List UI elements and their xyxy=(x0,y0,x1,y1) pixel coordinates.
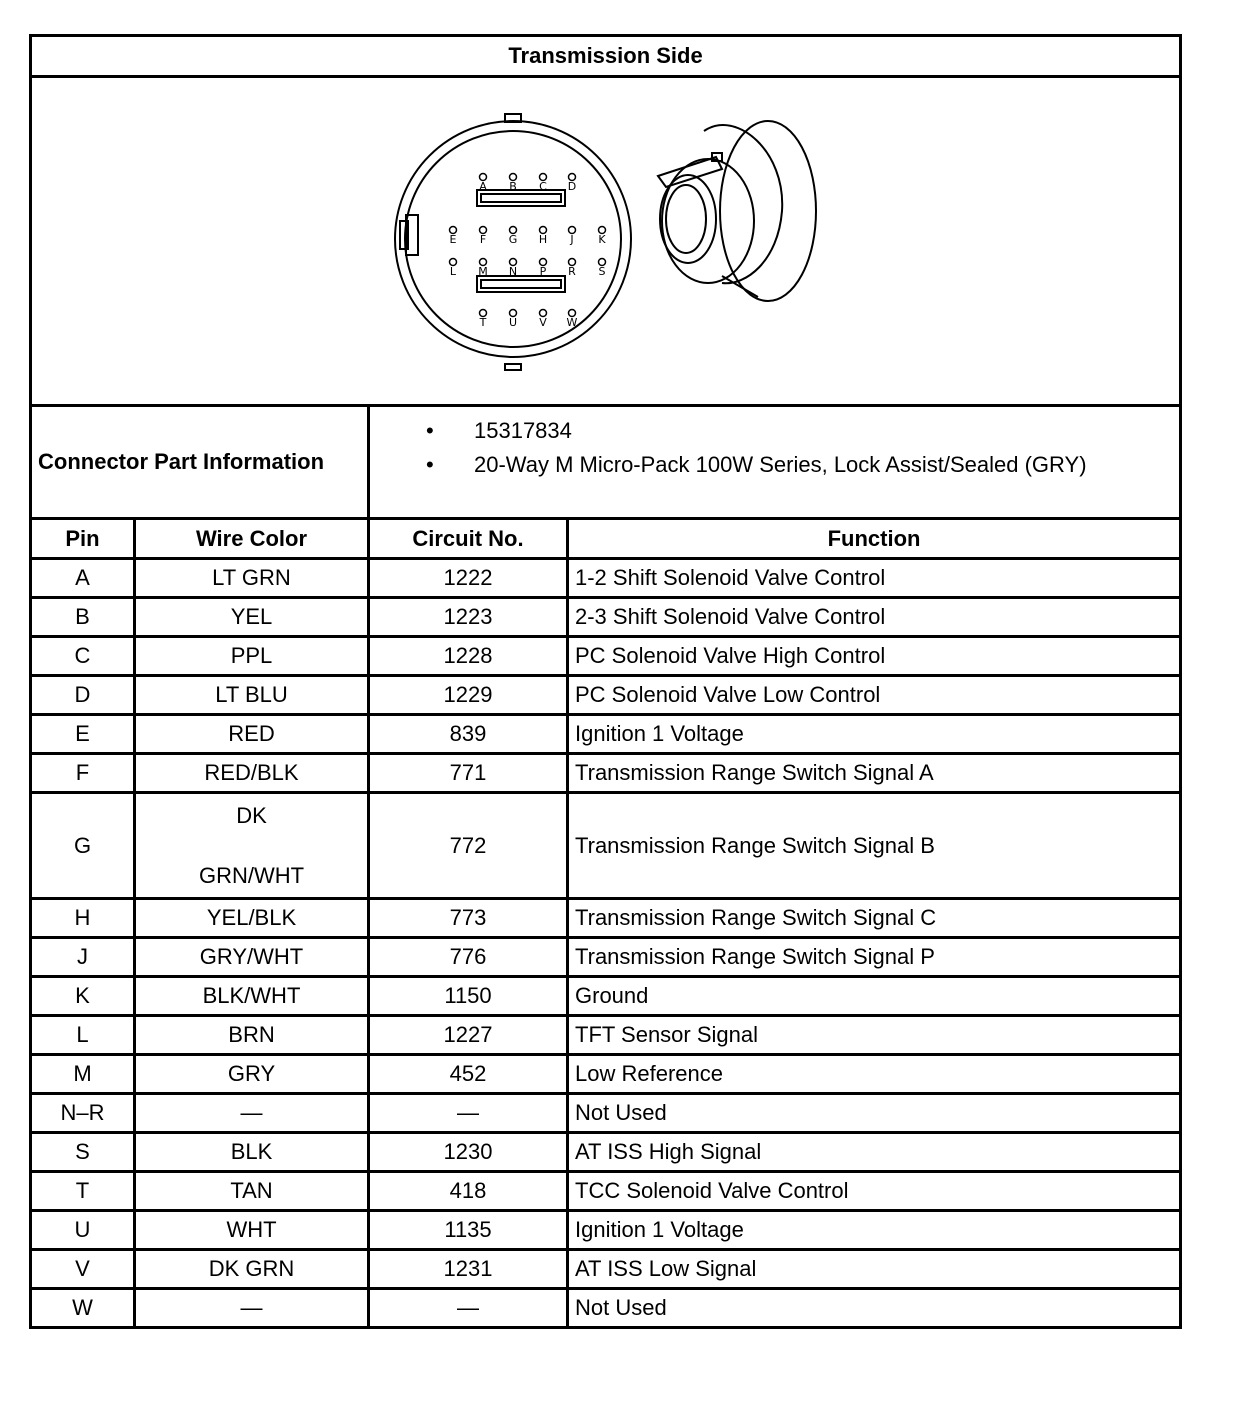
part-description: 20-Way M Micro-Pack 100W Series, Lock Assist/Sealed (GRY) xyxy=(474,452,1087,477)
connector-pins xyxy=(449,174,606,330)
circuit-cell: 1227 xyxy=(369,1016,568,1055)
col-header-wire-color: Wire Color xyxy=(135,519,369,559)
connector-figure xyxy=(31,77,1181,406)
circuit-cell: 772 xyxy=(369,793,568,899)
table-row xyxy=(31,1094,1181,1133)
pin-label-u: U xyxy=(508,316,517,329)
function-cell: Transmission Range Switch Signal A xyxy=(568,754,1181,793)
table-row xyxy=(31,598,1181,637)
function-cell: 2-3 Shift Solenoid Valve Control xyxy=(568,598,1181,637)
pin-cell: J xyxy=(31,938,135,977)
pin-label-a: A xyxy=(478,180,487,193)
wire-color-cell: GRY/WHT xyxy=(135,938,369,977)
pin-cell: F xyxy=(31,754,135,793)
wire-color-cell: TAN xyxy=(135,1172,369,1211)
wire-color-cell: RED/BLK xyxy=(135,754,369,793)
wire-color-cell: YEL xyxy=(135,598,369,637)
function-cell: TFT Sensor Signal xyxy=(568,1016,1181,1055)
pin-cell: C xyxy=(31,637,135,676)
table-row xyxy=(31,1289,1181,1328)
pin-cell: D xyxy=(31,676,135,715)
table-row xyxy=(31,1172,1181,1211)
wire-color-cell: WHT xyxy=(135,1211,369,1250)
table-row xyxy=(31,1250,1181,1289)
pin-cell: S xyxy=(31,1133,135,1172)
pin-label-j: J xyxy=(569,233,574,246)
table-row xyxy=(31,637,1181,676)
table-row xyxy=(31,1211,1181,1250)
table-row xyxy=(31,1133,1181,1172)
table-row xyxy=(31,1016,1181,1055)
pin-label-l: L xyxy=(449,265,456,278)
bullet-icon: • xyxy=(426,418,434,443)
table-row xyxy=(31,977,1181,1016)
circuit-cell: 1229 xyxy=(369,676,568,715)
circuit-cell: 1223 xyxy=(369,598,568,637)
wire-color-cell: RED xyxy=(135,715,369,754)
function-cell: Ignition 1 Voltage xyxy=(568,715,1181,754)
circuit-cell: — xyxy=(369,1094,568,1133)
function-cell: AT ISS Low Signal xyxy=(568,1250,1181,1289)
function-cell: PC Solenoid Valve Low Control xyxy=(568,676,1181,715)
pin-cell: H xyxy=(31,899,135,938)
col-header-pin: Pin xyxy=(31,519,135,559)
circuit-cell: 452 xyxy=(369,1055,568,1094)
pin-cell: K xyxy=(31,977,135,1016)
wire-color-line-1: DK xyxy=(236,802,267,828)
pin-label-k: K xyxy=(597,233,606,246)
circuit-cell: 1228 xyxy=(369,637,568,676)
pin-label-f: F xyxy=(479,233,486,246)
connector-part-info-label: Connector Part Information xyxy=(31,406,369,519)
wire-color-cell: BLK/WHT xyxy=(135,977,369,1016)
function-cell: Ground xyxy=(568,977,1181,1016)
pin-label-h: H xyxy=(538,233,547,246)
col-header-circuit-no: Circuit No. xyxy=(369,519,568,559)
circuit-cell: 776 xyxy=(369,938,568,977)
pin-label-c: C xyxy=(538,180,547,193)
circuit-cell: — xyxy=(369,1289,568,1328)
table-title: Transmission Side xyxy=(31,36,1181,77)
wire-color-cell: PPL xyxy=(135,637,369,676)
pin-cell: G xyxy=(31,793,135,899)
pin-label-e: E xyxy=(449,233,456,246)
pin-cell: N–R xyxy=(31,1094,135,1133)
wire-color-cell: BLK xyxy=(135,1133,369,1172)
pin-label-p: P xyxy=(539,265,546,278)
connector-illustration xyxy=(386,101,826,381)
table-row xyxy=(31,754,1181,793)
pin-cell: U xyxy=(31,1211,135,1250)
pin-label-s: S xyxy=(598,265,606,278)
wire-color-cell: — xyxy=(135,1289,369,1328)
wire-color-cell: BRN xyxy=(135,1016,369,1055)
wire-color-cell: LT GRN xyxy=(135,559,369,598)
circuit-cell: 1222 xyxy=(369,559,568,598)
circuit-cell: 1230 xyxy=(369,1133,568,1172)
circuit-cell: 839 xyxy=(369,715,568,754)
pin-label-b: B xyxy=(508,180,517,193)
function-cell: Low Reference xyxy=(568,1055,1181,1094)
connector-table xyxy=(29,34,1182,1329)
table-row xyxy=(31,676,1181,715)
wire-color-cell: LT BLU xyxy=(135,676,369,715)
table-row xyxy=(31,793,1181,899)
bullet-icon: • xyxy=(426,452,434,477)
pin-label-r: R xyxy=(567,265,576,278)
table-row xyxy=(31,1055,1181,1094)
pin-cell: A xyxy=(31,559,135,598)
pin-label-m: M xyxy=(477,265,488,278)
table-row xyxy=(31,899,1181,938)
circuit-cell: 1231 xyxy=(369,1250,568,1289)
pin-cell: L xyxy=(31,1016,135,1055)
table-header-row xyxy=(31,519,1181,559)
table-row xyxy=(31,715,1181,754)
function-cell: Transmission Range Switch Signal C xyxy=(568,899,1181,938)
pin-label-d: D xyxy=(567,180,576,193)
wire-color-cell: YEL/BLK xyxy=(135,899,369,938)
circuit-cell: 418 xyxy=(369,1172,568,1211)
wire-color-cell xyxy=(135,793,369,899)
wire-color-cell: GRY xyxy=(135,1055,369,1094)
function-cell: 1-2 Shift Solenoid Valve Control xyxy=(568,559,1181,598)
pin-label-n: N xyxy=(508,265,517,278)
wire-color-cell: DK GRN xyxy=(135,1250,369,1289)
function-cell: AT ISS High Signal xyxy=(568,1133,1181,1172)
connector-body-icon xyxy=(658,121,816,301)
part-number: 15317834 xyxy=(474,418,572,443)
pin-cell: T xyxy=(31,1172,135,1211)
wire-color-cell: — xyxy=(135,1094,369,1133)
pin-cell: V xyxy=(31,1250,135,1289)
col-header-function: Function xyxy=(568,519,1181,559)
part-description-item xyxy=(370,453,1179,487)
connector-part-info xyxy=(369,406,1181,519)
pin-cell: M xyxy=(31,1055,135,1094)
function-cell: TCC Solenoid Valve Control xyxy=(568,1172,1181,1211)
pin-label-v: V xyxy=(538,316,547,329)
circuit-cell: 1150 xyxy=(369,977,568,1016)
function-cell: Not Used xyxy=(568,1094,1181,1133)
pin-cell: B xyxy=(31,598,135,637)
pin-label-t: T xyxy=(479,316,486,329)
function-cell: Transmission Range Switch Signal B xyxy=(568,793,1181,899)
part-number-item xyxy=(370,419,1179,453)
pin-cell: E xyxy=(31,715,135,754)
table-row xyxy=(31,559,1181,598)
circuit-cell: 1135 xyxy=(369,1211,568,1250)
pin-label-w: W xyxy=(566,316,577,329)
function-cell: Ignition 1 Voltage xyxy=(568,1211,1181,1250)
pin-label-g: G xyxy=(508,233,517,246)
wire-color-line-2: GRN/WHT xyxy=(198,862,305,888)
circuit-cell: 773 xyxy=(369,899,568,938)
table-row xyxy=(31,938,1181,977)
circuit-cell: 771 xyxy=(369,754,568,793)
pin-cell: W xyxy=(31,1289,135,1328)
function-cell: Not Used xyxy=(568,1289,1181,1328)
function-cell: PC Solenoid Valve High Control xyxy=(568,637,1181,676)
function-cell: Transmission Range Switch Signal P xyxy=(568,938,1181,977)
